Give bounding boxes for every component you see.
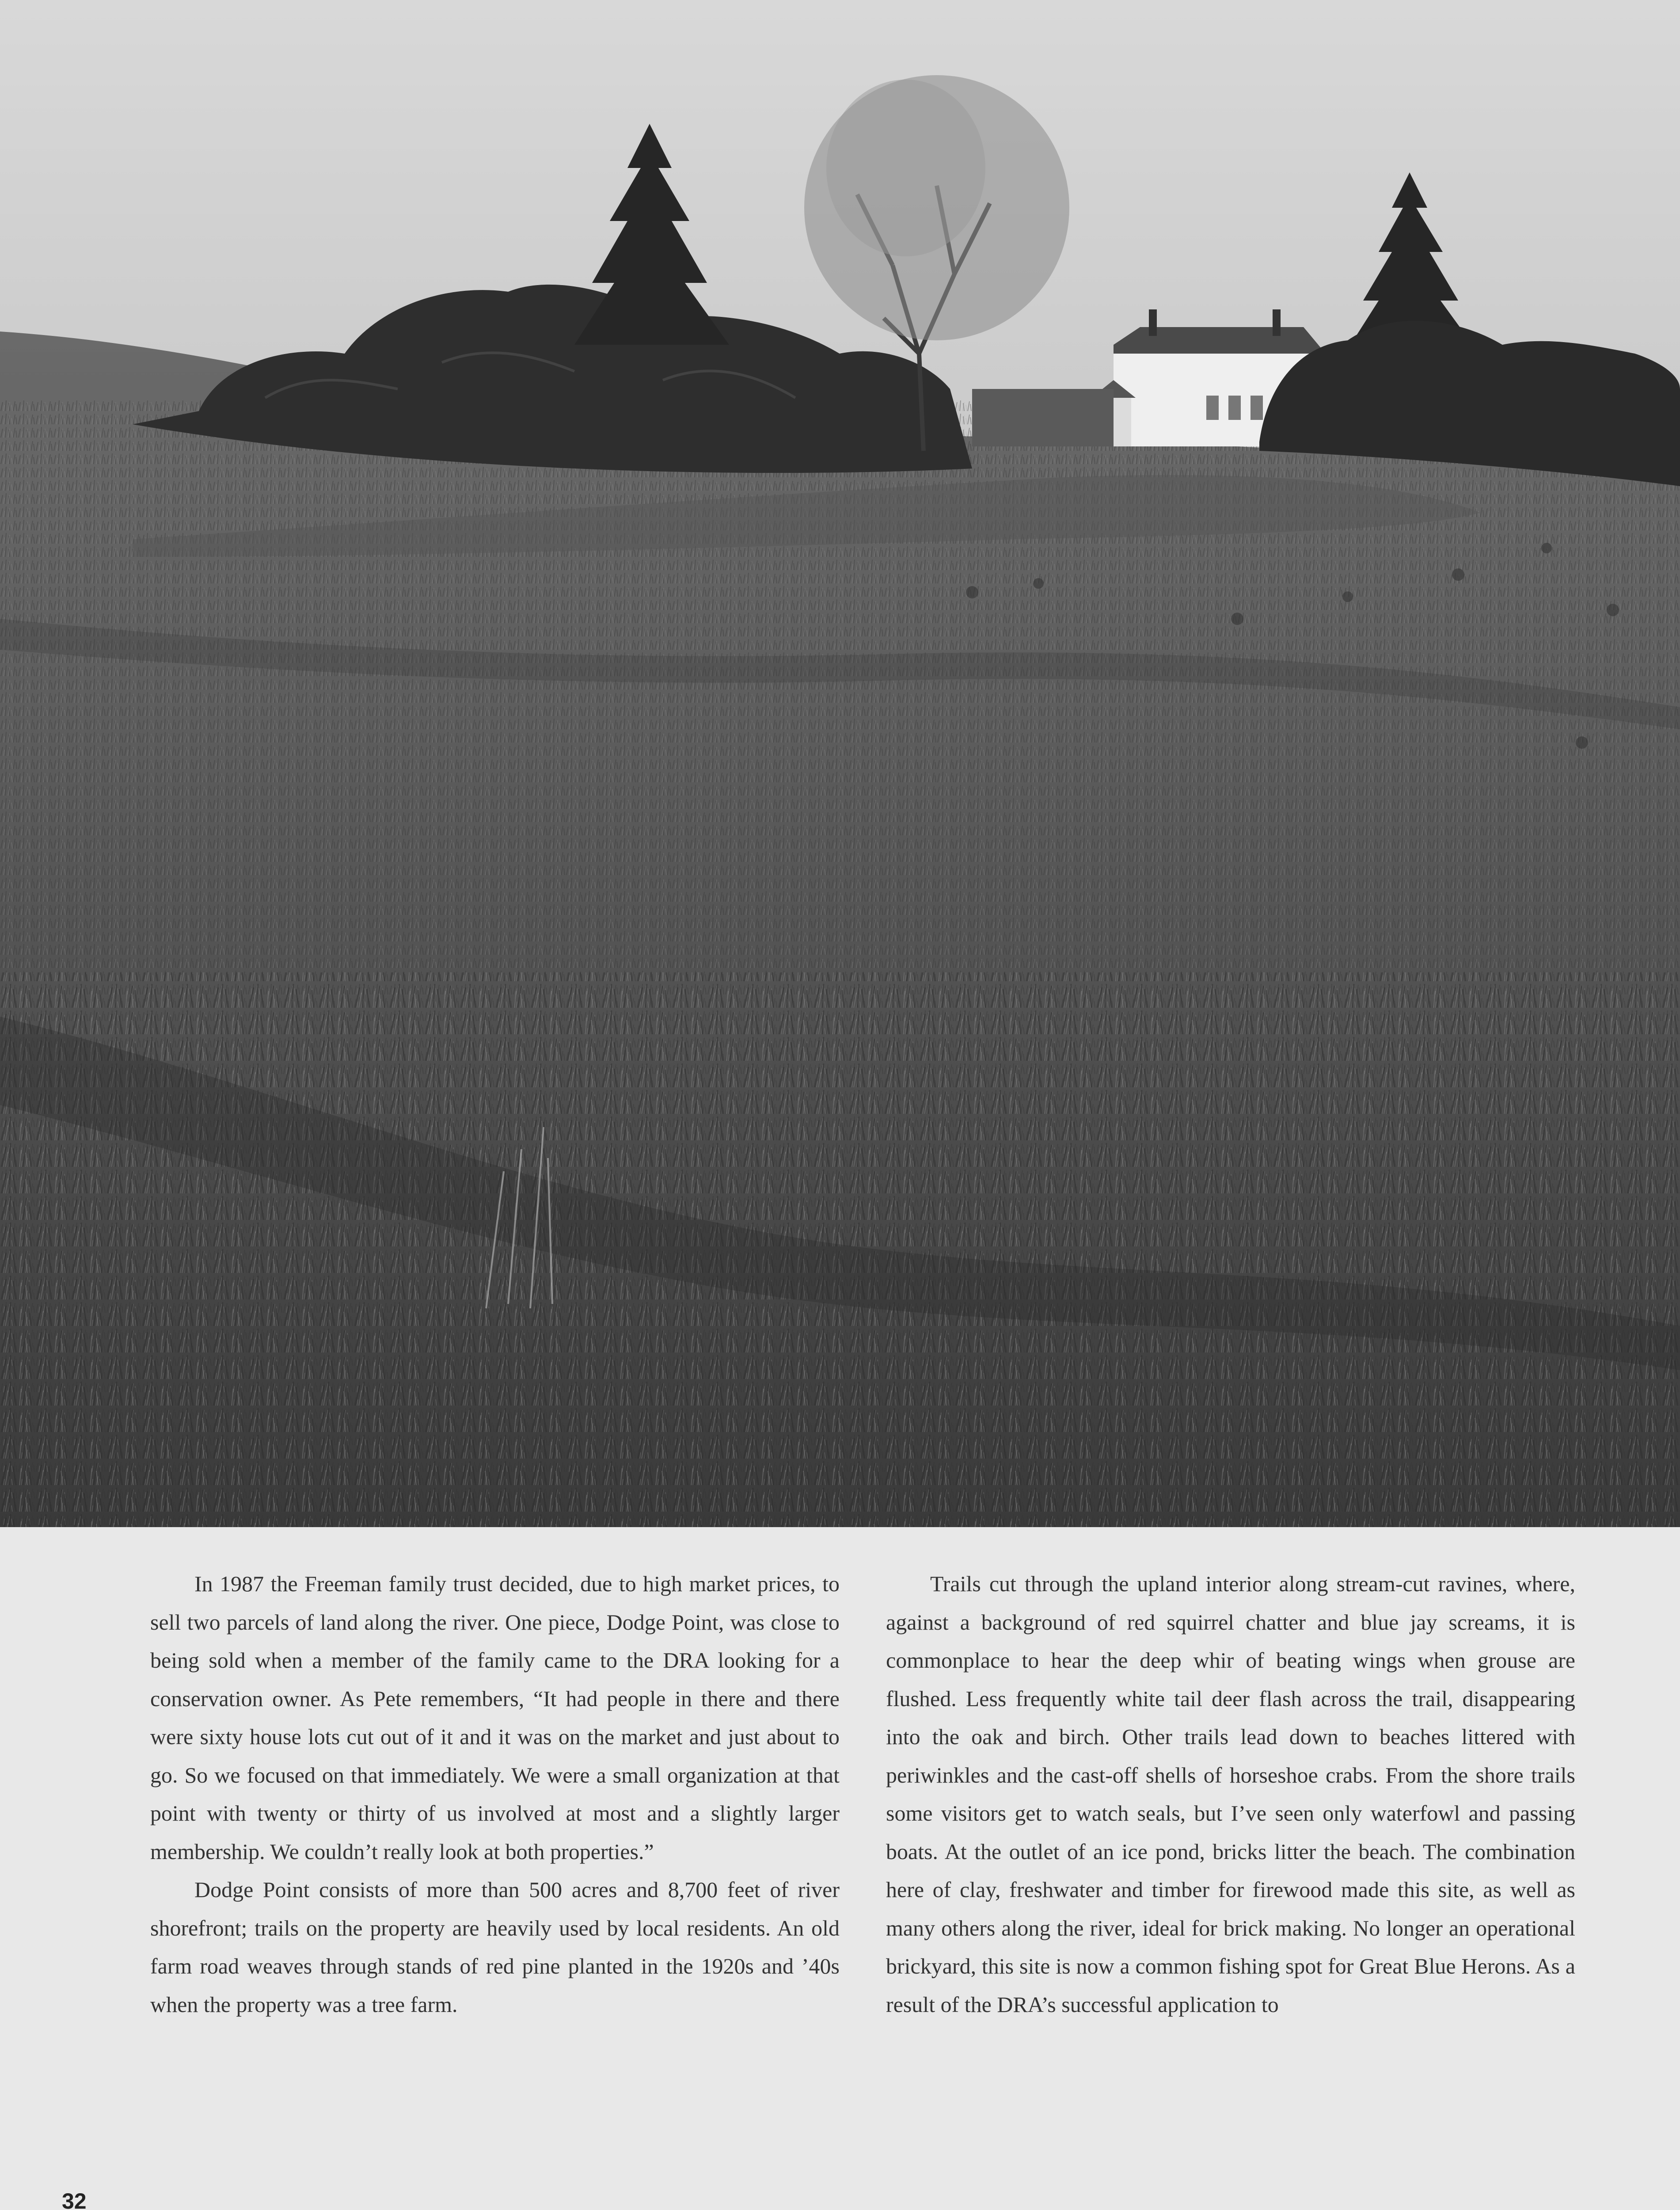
- paragraph-freeman-trust: In 1987 the Freeman family trust decided, due to high market prices, to sell two parcels of land along the river. One piece, Dodge Point, was close to being sold when a member of the family came to the DRA looking for a conservation owner. As Pete remembers, “It had people in there and there were sixty house lots cut out of it and it was on the market and just about to go. So we focused on that immediately. We were a small organization at that point with twenty or thirty of us involved at most and a slightly larger membership. We couldn’t really look at both properties.”: [150, 1571, 840, 1864]
- paragraph-trails: Trails cut through the upland interior along stream-cut ravines, where, against a background of red squirrel chatter and blue jay screams, it is commonplace to hear the deep whir of beating wings when grouse are flushed. Less frequently white tail deer flash across the trail, disappearing into the oak and birch. Other trails lead down to beaches littered with periwinkles and the cast-off shells of horseshoe crabs. From the shore trails some visitors get to watch seals, but I’ve seen only waterfowl and passing boats. At the outlet of an ice pond, bricks litter the beach. The combination here of clay, freshwater and timber for firewood made this site, as well as many others along the river, ideal for brick making. No longer an operational brickyard, this site is now a common fishing spot for Great Blue Herons. As a result of the DRA’s successful application to: [886, 1571, 1575, 2017]
- page-number: 32: [62, 2189, 87, 2210]
- article-column-left: [150, 1565, 840, 2023]
- paragraph-dodge-point: Dodge Point consists of more than 500 acres and 8,700 feet of river shorefront; trails on the property are heavily used by local residents. An old farm road weaves through stands of red pine planted in the 1920s and ’40s when the property was a tree farm.: [150, 1877, 840, 2017]
- article-column-right: [886, 1565, 1575, 2023]
